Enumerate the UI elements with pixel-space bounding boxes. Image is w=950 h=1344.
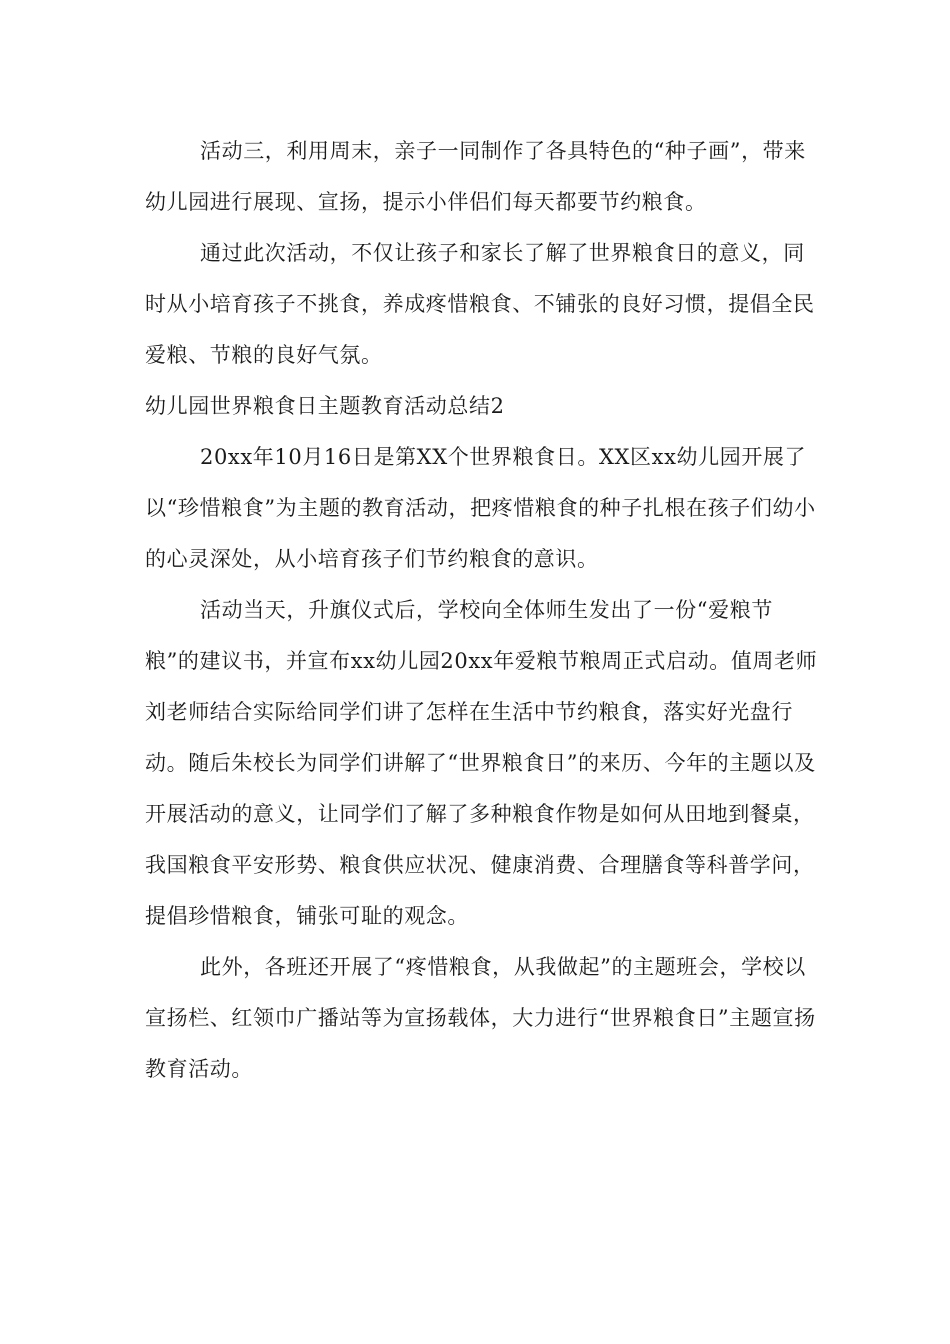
paragraph-flag-ceremony: 活动当天，升旗仪式后，学校向全体师生发出了一份“爱粮节粮”的建议书，并宣布xx幼儿园20xx年爱粮节粮周正式启动。值周老师刘老师结合实际给同学们讲了怎样在生活中节约粮食，落实好光盘行动。随后朱校长为同学们讲解了“世界粮食日”的来历、今年的主题以及开展活动的意义，让同学们了解了多种粮食作物是如何从田地到餐桌，我国粮食平安形势、粮食供应状况、健康消费、合理膳食等科普学问，提倡珍惜粮食，铺张可耻的观念。 xyxy=(145,598,818,928)
document-body xyxy=(145,126,825,1095)
paragraph-seed-painting: 活动三，利用周末，亲子一同制作了各具特色的“种子画”，带来幼儿园进行展现、宣扬，提示小伴侣们每天都要节约粮食。 xyxy=(145,139,806,214)
paragraph-activity-meaning: 通过此次活动，不仅让孩子和家长了解了世界粮食日的意义，同时从小培育孩子不挑食，养成疼惜粮食、不铺张的良好习惯，提倡全民爱粮、节粮的良好气氛。 xyxy=(145,241,815,367)
section-title: 幼儿园世界粮食日主题教育活动总结2 xyxy=(145,394,505,418)
paragraph-class-meetings: 此外，各班还开展了“疼惜粮食，从我做起”的主题班会，学校以宣扬栏、红领巾广播站等为宣扬载体，大力进行“世界粮食日”主题宣扬教育活动。 xyxy=(145,955,816,1081)
paragraph-food-day-intro: 20xx年10月16日是第XX个世界粮食日。XX区xx幼儿园开展了以“珍惜粮食”为主题的教育活动，把疼惜粮食的种子扎根在孩子们幼小的心灵深处，从小培育孩子们节约粮食的意识。 xyxy=(145,445,816,571)
